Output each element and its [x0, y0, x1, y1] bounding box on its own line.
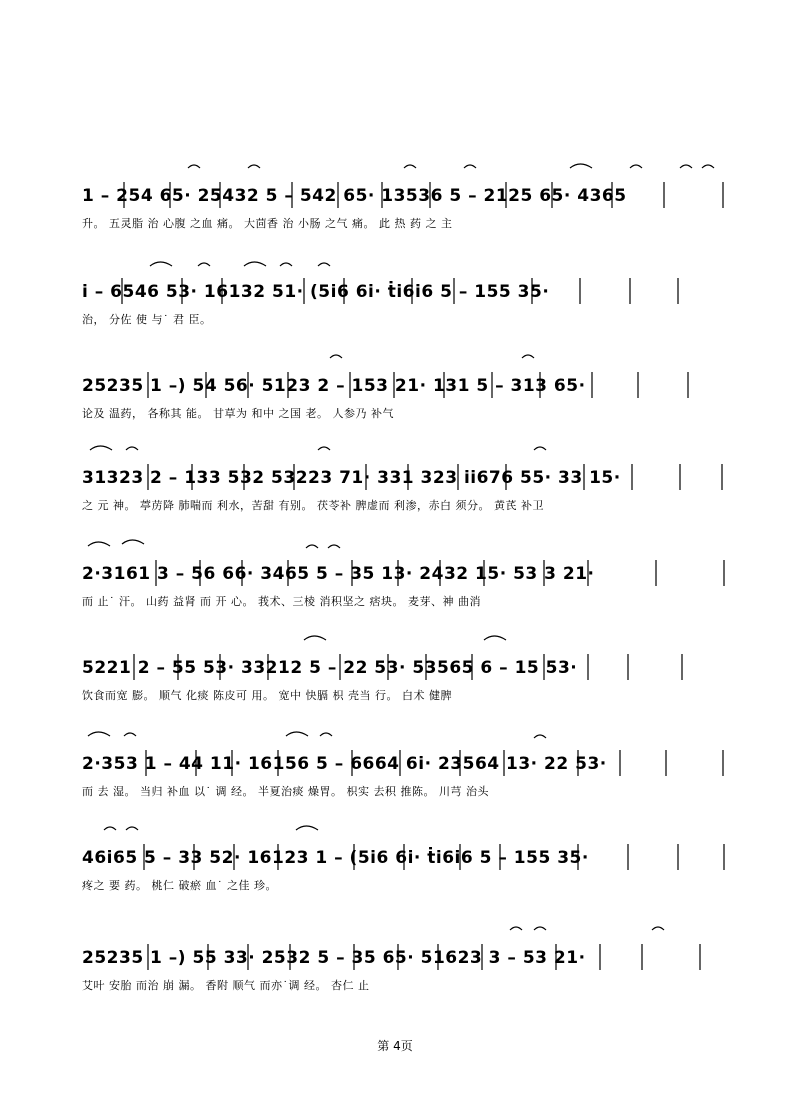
jianpu-notes: i – 6546 53· 16132 51· (5i6 6i· ṫi6i6 5 – 155 35·: [82, 282, 550, 302]
lyrics-line: 艾叶 安胎 而治 崩 漏。 香附 顺气 而亦˙调 经。 杏仁 止: [82, 979, 370, 992]
score-system-5: [82, 538, 728, 610]
score-system-8: [82, 822, 728, 894]
score-system-1: [82, 160, 728, 232]
jianpu-notes: 25235 1 –) 54 56· 5123 2 – 153 21· 131 5 – 313 65·: [82, 376, 586, 396]
lyrics-line: 而 去 湿。 当归 补血 以˙ 调 经。 半夏治痰 燥胃。 枳实 去积 推陈。 川芎 治头: [82, 785, 489, 798]
jianpu-notes: 2·3161 3 – 56 66· 3465 5 – 35 13· 2432 15· 53 3 21·: [82, 564, 595, 584]
lyrics-line: 饮食而宽 膨。 顺气 化痰 陈皮可 用。 宽中 快膈 枳 壳当 行。 白术 健脾: [82, 689, 452, 702]
lyrics-line: 之 元 神。 葶苈降 肺喘而 利水，苦甜 有别。 茯苓补 脾虚而 利渗，赤白 须分。 黄芪 补卫: [82, 499, 544, 512]
score-system-6: [82, 632, 728, 704]
jianpu-notes: 1 – 254 65· 25432 5 – 542 65· 13536 5 – 2125 65· 4365: [82, 186, 627, 206]
lyrics-line: 疼之 要 药。 桃仁 破瘀 血˙ 之佳 珍。: [82, 879, 277, 892]
jianpu-notes: 31323 2 – 133 532 53223 71· 331 323 ii676 55· 33 15·: [82, 468, 621, 488]
jianpu-notes: 2·353 1 – 44 11· 16156 5 – 6664 6i· 23564 13· 22 53·: [82, 754, 607, 774]
score-system-2: [82, 256, 728, 328]
lyrics-line: 论及 温药， 各称其 能。 甘草为 和中 之国 老。 人参乃 补气: [82, 407, 394, 420]
page-number: 第 4页: [377, 1039, 413, 1053]
jianpu-notes: 46i65 5 – 33 52· 16123 1 – (5i6 6i· ṫi6i6 5 – 155 35·: [82, 848, 589, 868]
lyrics-line: 治， 分佐 使 与˙ 君 臣。: [82, 313, 212, 326]
score-system-3: [82, 350, 728, 422]
lyrics-line: 而 止˙ 汗。 山药 益肾 而 开 心。 莪术、三棱 消积坚之 痞块。 麦芽、神 曲消: [82, 595, 481, 608]
jianpu-notes: 5221 2 – 55 53· 33212 5 – 22 53· 53565 6 – 15 53·: [82, 658, 578, 678]
score-system-9: [82, 922, 728, 994]
score-system-4: [82, 442, 728, 514]
lyrics-line: 升。 五灵脂 治 心腹 之血 痛。 大茴香 治 小肠 之气 痛。 此 热 药 之 主: [82, 217, 453, 230]
score-system-7: [82, 728, 728, 800]
jianpu-notes: 25235 1 –) 55 33· 2532 5 – 35 65· 51623 3 – 53 21·: [82, 948, 586, 968]
